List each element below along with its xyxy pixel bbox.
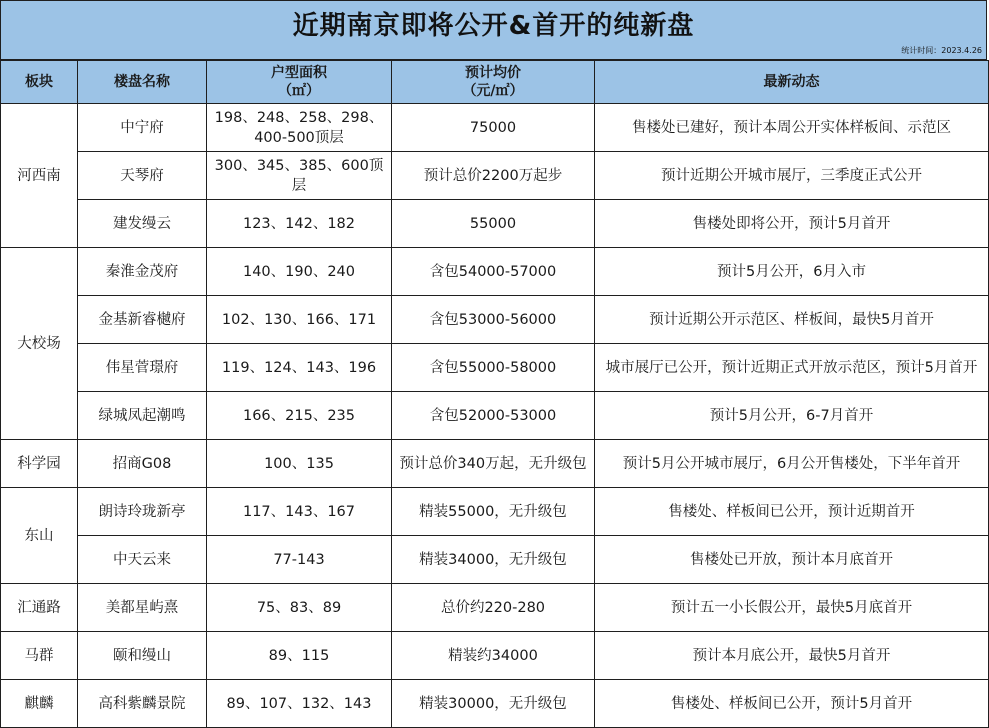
news-cell: 预计5月公开，6月入市 bbox=[595, 248, 989, 296]
title-bar bbox=[0, 0, 987, 60]
area-cell: 119、124、143、196 bbox=[207, 344, 392, 392]
news-cell: 售楼处已开放，预计本月底首开 bbox=[595, 536, 989, 584]
table-row bbox=[1, 536, 989, 584]
district-cell: 马群 bbox=[1, 632, 78, 680]
news-cell: 售楼处即将公开，预计5月首开 bbox=[595, 200, 989, 248]
table-row bbox=[1, 440, 989, 488]
area-cell: 89、107、132、143 bbox=[207, 680, 392, 728]
name-cell: 美都星屿熹 bbox=[78, 584, 207, 632]
district-cell: 汇通路 bbox=[1, 584, 78, 632]
stat-date: 统计时间：2023.4.26 bbox=[901, 46, 982, 55]
header-name: 楼盘名称 bbox=[78, 61, 207, 104]
news-cell: 预计本月底公开，最快5月首开 bbox=[595, 632, 989, 680]
table-row bbox=[1, 344, 989, 392]
news-cell: 预计五一小长假公开，最快5月底首开 bbox=[595, 584, 989, 632]
news-cell: 预计近期公开城市展厅，三季度正式公开 bbox=[595, 152, 989, 200]
price-cell: 含包55000-58000 bbox=[392, 344, 595, 392]
header-area-line1: 户型面积 bbox=[271, 65, 327, 81]
name-cell: 建发缦云 bbox=[78, 200, 207, 248]
table-row bbox=[1, 104, 989, 152]
table-body bbox=[1, 104, 989, 728]
news-cell: 售楼处已建好，预计本周公开实体样板间、示范区 bbox=[595, 104, 989, 152]
area-cell: 89、115 bbox=[207, 632, 392, 680]
area-cell: 117、143、167 bbox=[207, 488, 392, 536]
district-cell: 科学园 bbox=[1, 440, 78, 488]
table-row bbox=[1, 488, 989, 536]
area-cell: 75、83、89 bbox=[207, 584, 392, 632]
district-cell: 麒麟 bbox=[1, 680, 78, 728]
table-row bbox=[1, 680, 989, 728]
price-cell: 精装55000，无升级包 bbox=[392, 488, 595, 536]
table-row bbox=[1, 248, 989, 296]
table-row bbox=[1, 632, 989, 680]
price-cell: 精装30000，无升级包 bbox=[392, 680, 595, 728]
header-row bbox=[1, 61, 989, 104]
price-cell: 含包52000-53000 bbox=[392, 392, 595, 440]
price-cell: 55000 bbox=[392, 200, 595, 248]
name-cell: 中天云来 bbox=[78, 536, 207, 584]
name-cell: 伟星菅璟府 bbox=[78, 344, 207, 392]
table-row bbox=[1, 152, 989, 200]
price-cell: 精装约34000 bbox=[392, 632, 595, 680]
news-cell: 预计近期公开示范区、样板间，最快5月首开 bbox=[595, 296, 989, 344]
table-row bbox=[1, 200, 989, 248]
price-cell: 精装34000，无升级包 bbox=[392, 536, 595, 584]
news-cell: 预计5月公开城市展厅，6月公开售楼处，下半年首开 bbox=[595, 440, 989, 488]
header-price-line2: （元/㎡） bbox=[462, 83, 524, 99]
name-cell: 天琴府 bbox=[78, 152, 207, 200]
table-row bbox=[1, 584, 989, 632]
area-cell: 123、142、182 bbox=[207, 200, 392, 248]
table-row bbox=[1, 392, 989, 440]
area-cell: 140、190、240 bbox=[207, 248, 392, 296]
table-row bbox=[1, 296, 989, 344]
price-cell: 预计总价340万起，无升级包 bbox=[392, 440, 595, 488]
header-price-line1: 预计均价 bbox=[465, 65, 521, 81]
district-cell: 河西南 bbox=[1, 104, 78, 248]
header-price bbox=[392, 61, 595, 104]
price-cell: 含包53000-56000 bbox=[392, 296, 595, 344]
name-cell: 秦淮金茂府 bbox=[78, 248, 207, 296]
price-cell: 预计总价2200万起步 bbox=[392, 152, 595, 200]
area-cell: 300、345、385、600顶层 bbox=[207, 152, 392, 200]
name-cell: 高科紫麟景院 bbox=[78, 680, 207, 728]
area-cell: 102、130、166、171 bbox=[207, 296, 392, 344]
name-cell: 中宁府 bbox=[78, 104, 207, 152]
area-cell: 198、248、258、298、400-500顶层 bbox=[207, 104, 392, 152]
district-cell: 大校场 bbox=[1, 248, 78, 440]
name-cell: 绿城凤起潮鸣 bbox=[78, 392, 207, 440]
name-cell: 招商G08 bbox=[78, 440, 207, 488]
header-area bbox=[207, 61, 392, 104]
area-cell: 166、215、235 bbox=[207, 392, 392, 440]
district-cell: 东山 bbox=[1, 488, 78, 584]
page-title: 近期南京即将公开&首开的纯新盘 bbox=[292, 11, 695, 41]
area-cell: 77-143 bbox=[207, 536, 392, 584]
header-area-line2: （㎡） bbox=[278, 83, 320, 99]
property-table bbox=[0, 60, 989, 728]
header-news: 最新动态 bbox=[595, 61, 989, 104]
area-cell: 100、135 bbox=[207, 440, 392, 488]
price-cell: 总价约220-280 bbox=[392, 584, 595, 632]
name-cell: 朗诗玲珑新亭 bbox=[78, 488, 207, 536]
price-cell: 含包54000-57000 bbox=[392, 248, 595, 296]
header-district: 板块 bbox=[1, 61, 78, 104]
name-cell: 金基新睿樾府 bbox=[78, 296, 207, 344]
news-cell: 城市展厅已公开，预计近期正式开放示范区，预计5月首开 bbox=[595, 344, 989, 392]
name-cell: 颐和缦山 bbox=[78, 632, 207, 680]
news-cell: 预计5月公开，6-7月首开 bbox=[595, 392, 989, 440]
news-cell: 售楼处、样板间已公开，预计5月首开 bbox=[595, 680, 989, 728]
price-cell: 75000 bbox=[392, 104, 595, 152]
news-cell: 售楼处、样板间已公开，预计近期首开 bbox=[595, 488, 989, 536]
